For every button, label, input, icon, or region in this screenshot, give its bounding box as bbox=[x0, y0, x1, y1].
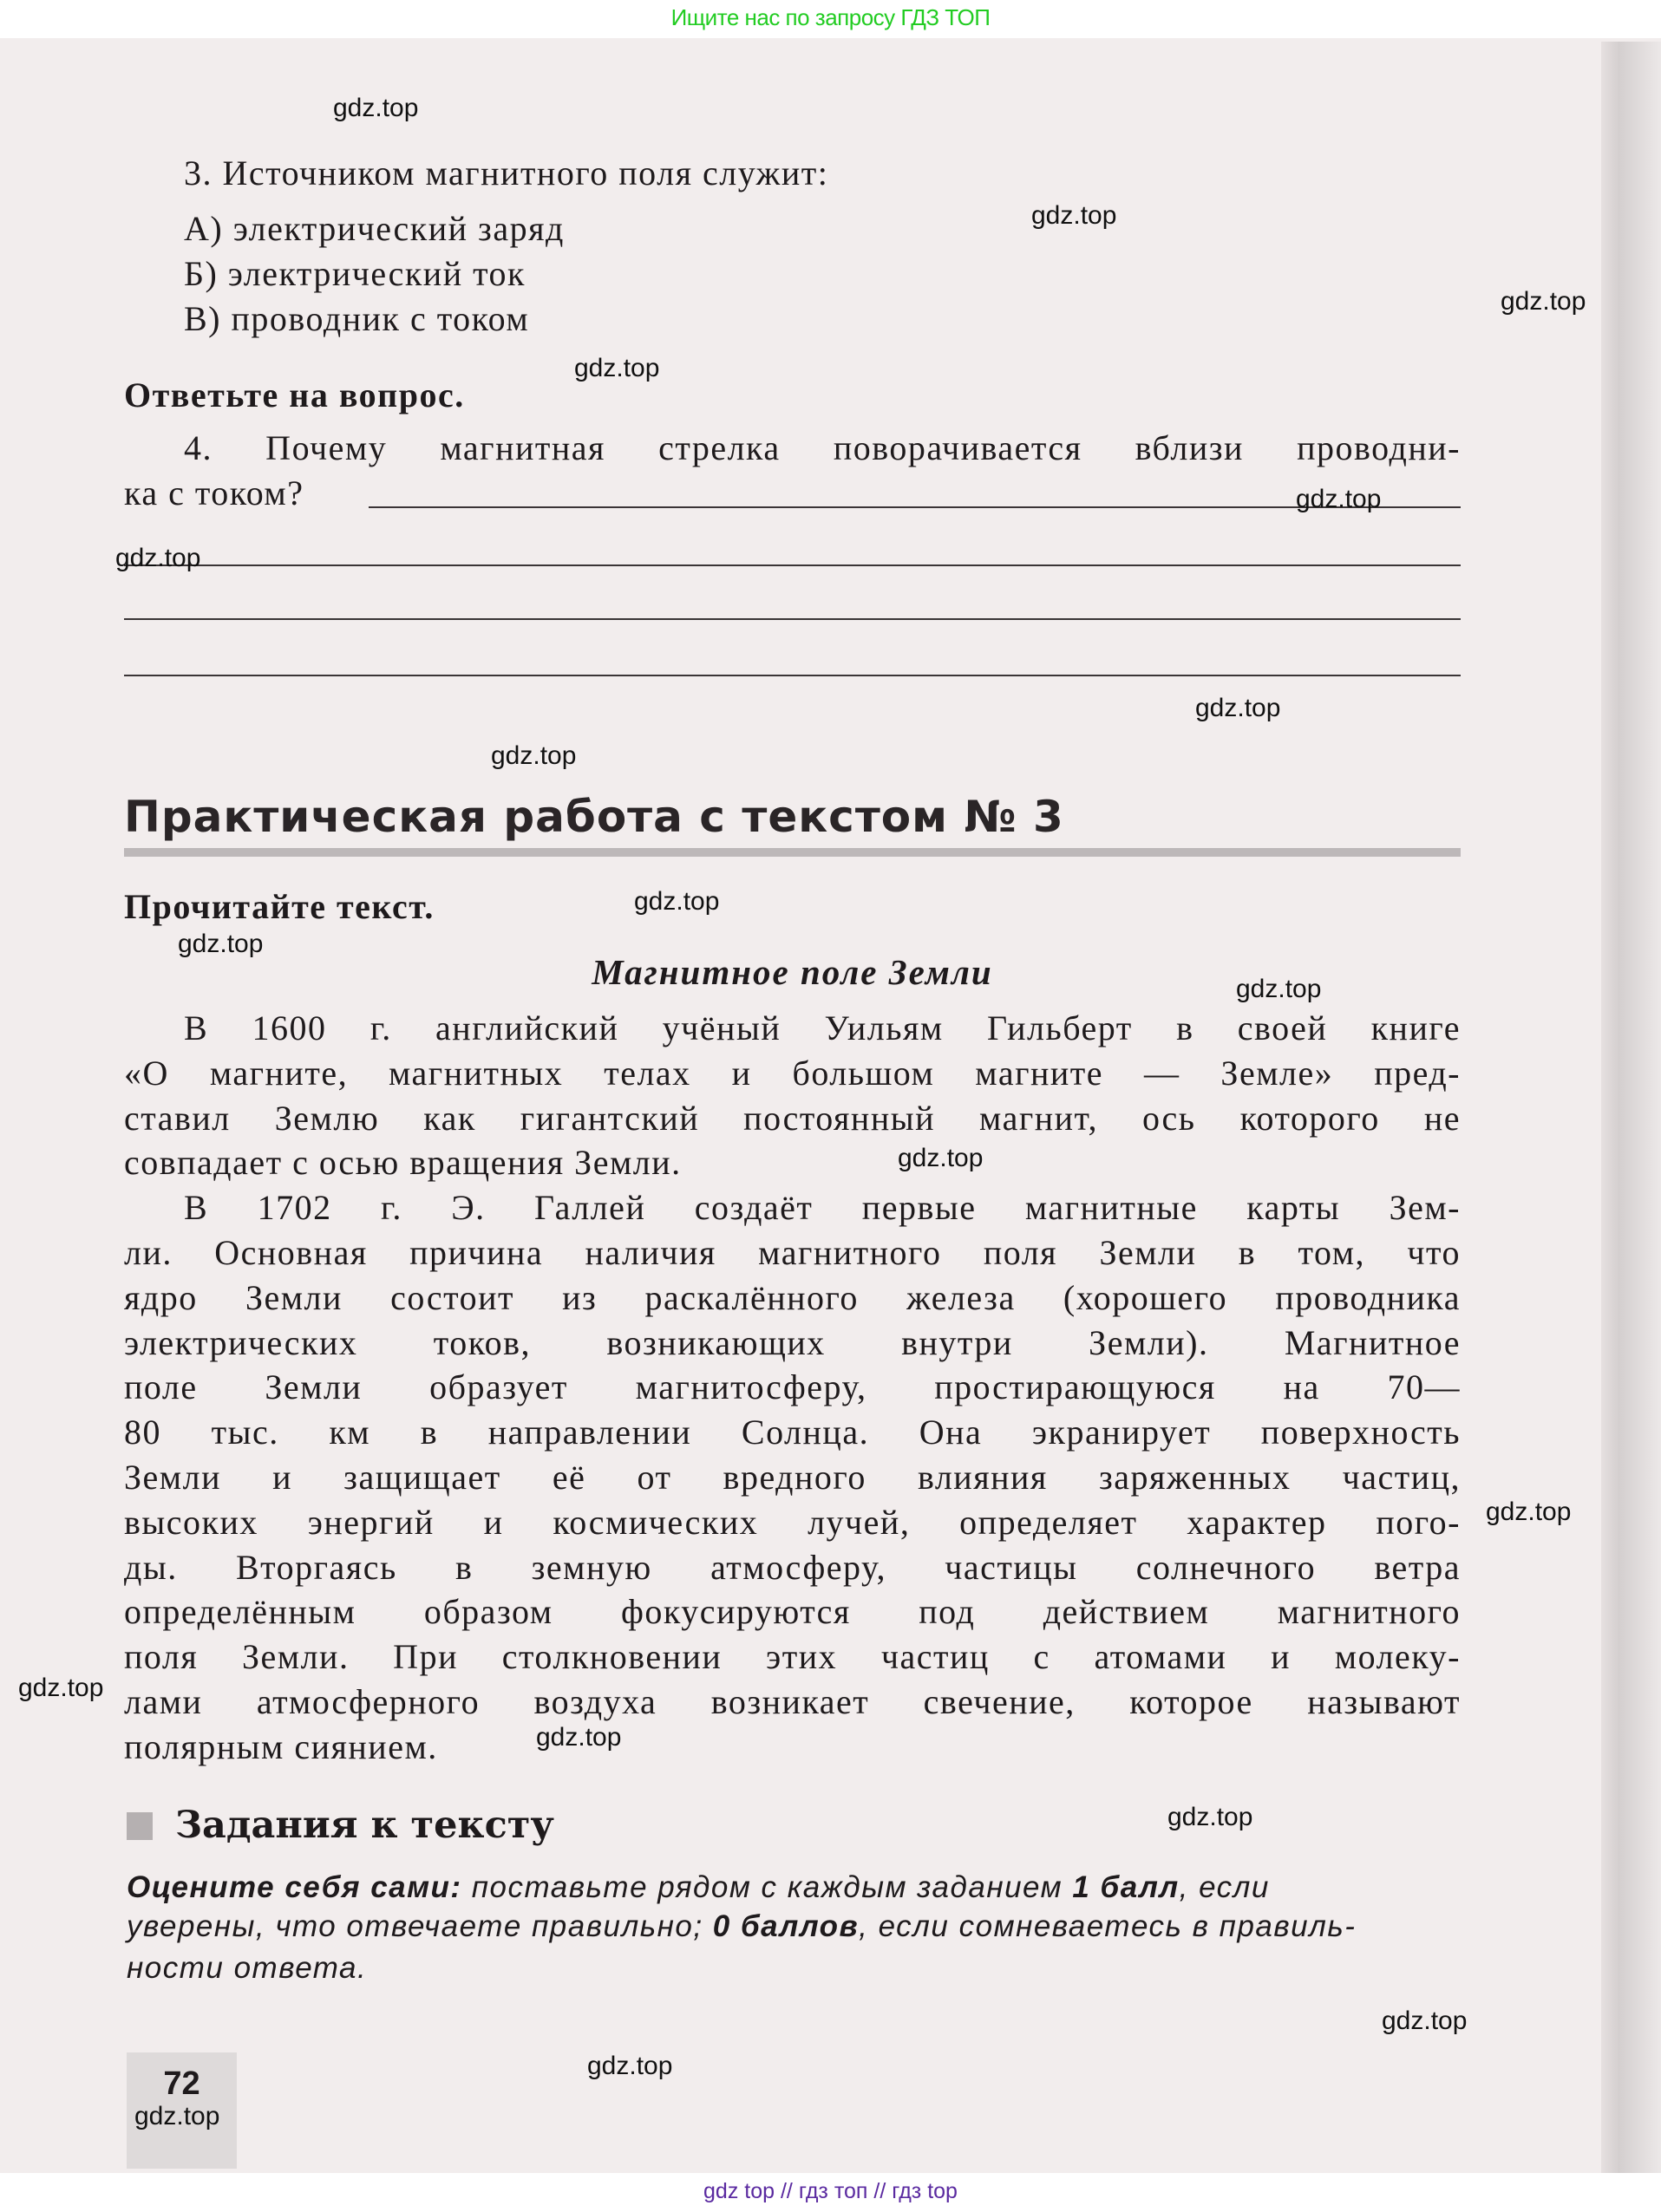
watermark: gdz.top bbox=[1167, 1803, 1253, 1831]
article-line: поле Земли образует магнитосферу, простирающуюся на 70— bbox=[124, 1367, 1461, 1407]
page-number: 72 bbox=[163, 2065, 200, 2102]
answer-prompt: Ответьте на вопрос. bbox=[124, 375, 465, 414]
section-title-underline bbox=[124, 848, 1461, 857]
article-line: В 1600 г. английский учёный Уильям Гильберт в своей книге bbox=[184, 1008, 1461, 1047]
self-assess-text: поставьте рядом с каждым заданием bbox=[461, 1870, 1073, 1904]
article-line: высоких энергий и космических лучей, определяет характер пого- bbox=[124, 1502, 1461, 1542]
option-b: Б) электрический ток bbox=[184, 254, 526, 293]
page-edge-shadow bbox=[1601, 42, 1661, 2173]
watermark: gdz.top bbox=[1382, 2006, 1468, 2035]
score-one: 1 балл bbox=[1072, 1870, 1180, 1904]
answer-line[interactable] bbox=[124, 618, 1461, 620]
bottom-banner-text: gdz top // гдз топ // гдз top bbox=[703, 2179, 958, 2203]
article-title: Магнитное поле Земли bbox=[592, 952, 993, 992]
self-assess-text: уверены, что отвечаете правильно; bbox=[127, 1909, 713, 1943]
watermark: gdz.top bbox=[1501, 287, 1586, 316]
article-line: определённым образом фокусируются под действием магнитного bbox=[124, 1592, 1461, 1632]
article-line: ставил Землю как гигантский постоянный магнит, ось которого не bbox=[124, 1098, 1461, 1138]
watermark: gdz.top bbox=[1236, 975, 1322, 1003]
watermark: gdz.top bbox=[178, 930, 264, 958]
article-line: поля Земли. При столкновении этих частиц с атомами и молеку- bbox=[124, 1637, 1461, 1677]
bottom-banner bbox=[0, 2173, 1661, 2212]
article-line: ды. Вторгаясь в земную атмосферу, частицы солнечного ветра bbox=[124, 1547, 1461, 1587]
square-bullet-icon bbox=[127, 1812, 153, 1840]
watermark: gdz.top bbox=[1031, 201, 1117, 230]
self-assess-line1 bbox=[127, 1868, 1463, 1908]
watermark: gdz.top bbox=[898, 1144, 984, 1172]
watermark: gdz.top bbox=[1486, 1498, 1572, 1526]
watermark: gdz.top bbox=[491, 741, 577, 770]
watermark: gdz.top bbox=[587, 2052, 673, 2080]
tasks-title: Задания к тексту bbox=[175, 1804, 554, 1847]
section-title: Практическая работа с текстом № 3 bbox=[124, 792, 1064, 842]
question-3: 3. Источником магнитного поля служит: bbox=[184, 153, 829, 192]
watermark: gdz.top bbox=[115, 544, 201, 572]
article-line: лами атмосферного воздуха возникает свечение, которое называют bbox=[124, 1682, 1461, 1721]
watermark: gdz.top bbox=[333, 94, 419, 122]
top-banner-text: Ищите нас по запросу ГДЗ ТОП bbox=[670, 4, 991, 30]
question-4-line1: 4. Почему магнитная стрелка поворачивается вблизи проводни- bbox=[184, 428, 1461, 467]
self-assess-line2 bbox=[127, 1907, 1463, 1947]
option-a: А) электрический заряд bbox=[184, 209, 565, 248]
option-c: В) проводник с током bbox=[184, 299, 530, 338]
watermark: gdz.top bbox=[18, 1674, 104, 1702]
question-4-line2: ка с током? bbox=[124, 473, 304, 512]
article-line: «О магните, магнитных телах и большом магните — Земле» пред- bbox=[124, 1053, 1461, 1093]
watermark: gdz.top bbox=[574, 354, 660, 382]
self-assess-label: Оцените себя сами: bbox=[127, 1870, 462, 1904]
article-line: ли. Основная причина наличия магнитного поля Земли в том, что bbox=[124, 1233, 1461, 1272]
top-banner bbox=[0, 0, 1661, 38]
self-assess-text: , если сомневаетесь в правиль- bbox=[859, 1909, 1357, 1943]
answer-line[interactable] bbox=[124, 675, 1461, 676]
watermark: gdz.top bbox=[1195, 694, 1281, 722]
article-line: электрических токов, возникающих внутри Земли). Магнитное bbox=[124, 1322, 1461, 1362]
answer-line[interactable] bbox=[124, 564, 1461, 566]
score-zero: 0 баллов bbox=[712, 1909, 860, 1943]
watermark: gdz.top bbox=[536, 1723, 622, 1752]
article-line: совпадает с осью вращения Земли. bbox=[124, 1143, 682, 1183]
article-line: 80 тыс. км в направлении Солнца. Она экранирует поверхность bbox=[124, 1413, 1461, 1452]
read-prompt: Прочитайте текст. bbox=[124, 887, 435, 926]
watermark: gdz.top bbox=[634, 887, 720, 916]
watermark: gdz.top bbox=[134, 2102, 220, 2130]
article-line: полярным сиянием. bbox=[124, 1726, 438, 1766]
article-line: ядро Земли состоит из раскалённого железа (хорошего проводника bbox=[124, 1277, 1461, 1317]
article-line: Земли и защищает её от вредного влияния заряженных частиц, bbox=[124, 1458, 1461, 1497]
self-assess-text: , если bbox=[1179, 1870, 1270, 1904]
self-assess-line3: ности ответа. bbox=[127, 1951, 368, 1985]
watermark: gdz.top bbox=[1296, 485, 1382, 513]
article-line: В 1702 г. Э. Галлей создаёт первые магнитные карты Зем- bbox=[184, 1188, 1461, 1228]
